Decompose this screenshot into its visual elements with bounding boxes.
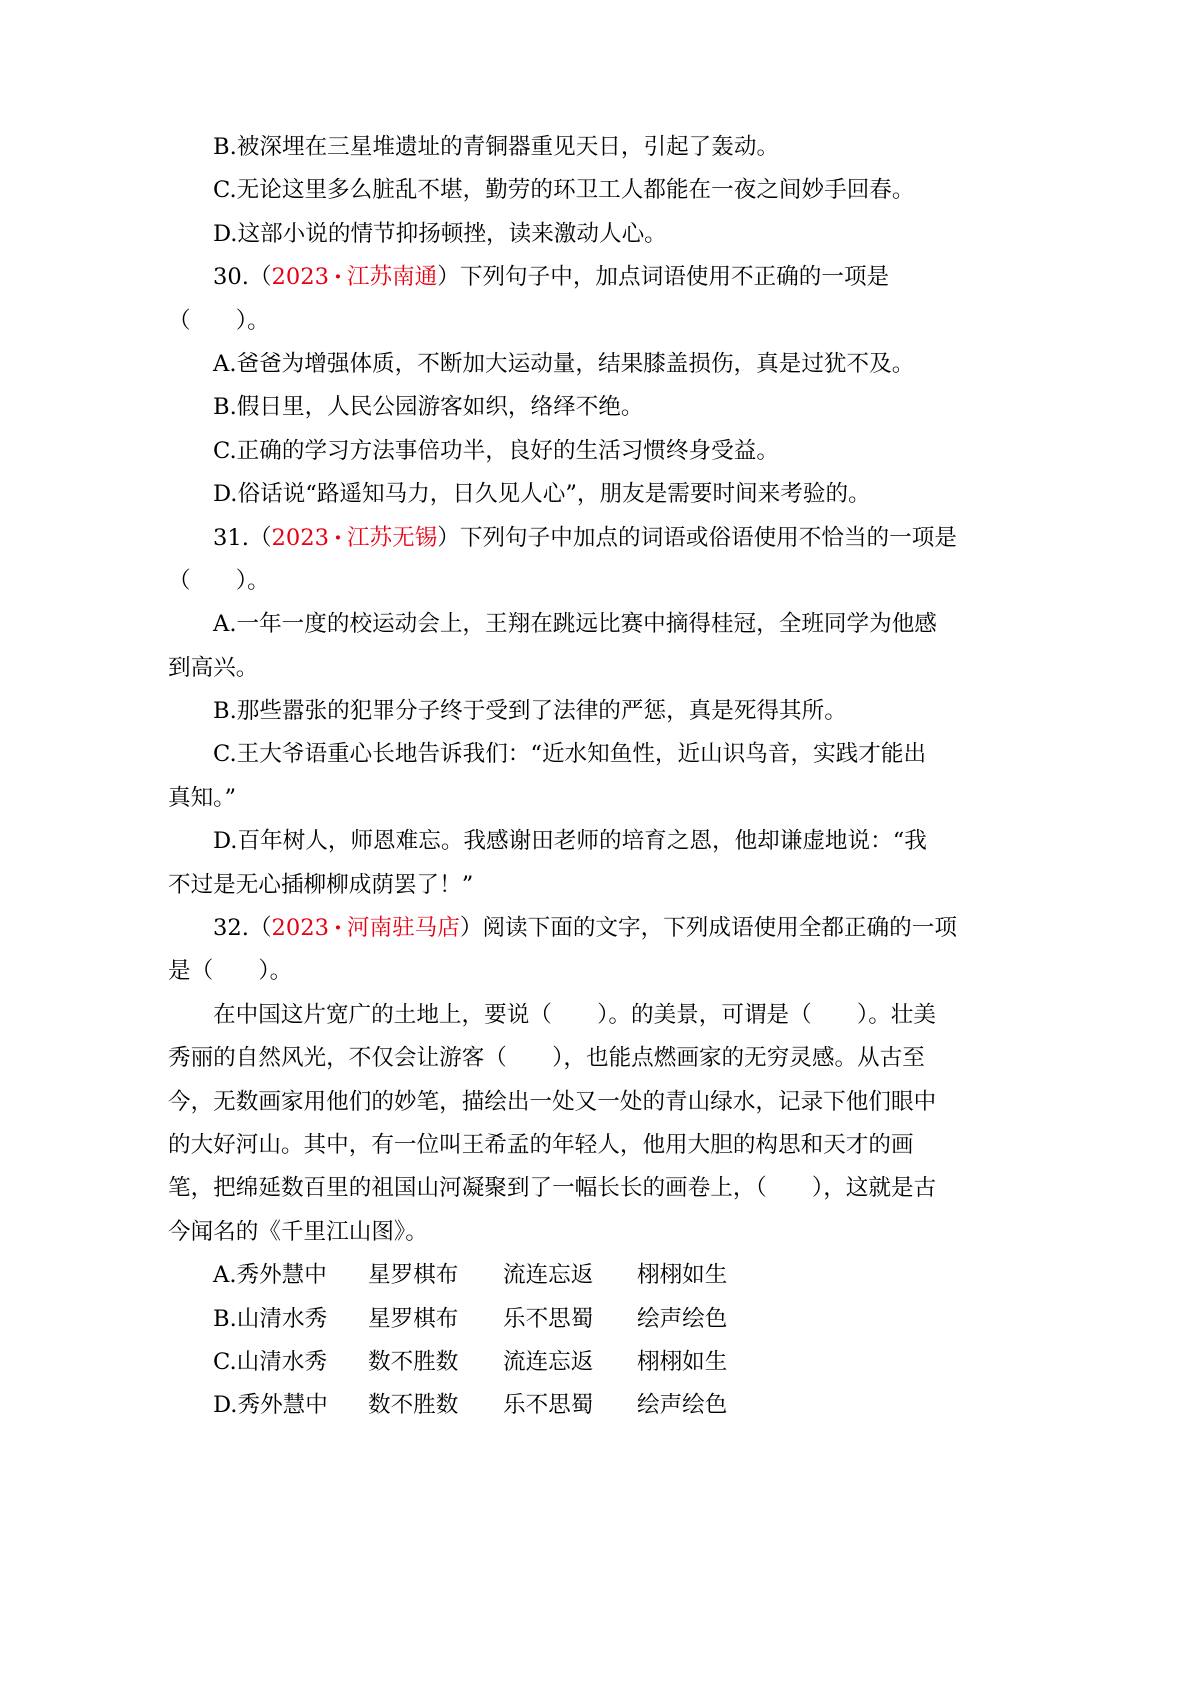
- option-text-continuation: 真知。”: [168, 784, 237, 811]
- option-word: 秀外慧中: [237, 1392, 328, 1419]
- option-d: [168, 1384, 1028, 1427]
- option-text: 假日里，人民公园游客如织，络绎不绝。: [236, 394, 644, 421]
- option-word: 流连忘返: [503, 1348, 594, 1375]
- source-year: 2023: [271, 915, 330, 942]
- source-close-paren: ）: [437, 264, 460, 291]
- option-c: [168, 733, 1028, 776]
- option-label: B.: [213, 698, 237, 725]
- option-label: B.: [213, 1305, 237, 1332]
- option-word: 山清水秀: [236, 1348, 328, 1375]
- option-text: 无论这里多么脏乱不堪，勤劳的环卫工人都能在一夜之间妙手回春。: [236, 177, 915, 204]
- option-label: D.: [213, 1392, 238, 1419]
- source-open-paren: （: [248, 524, 272, 551]
- option-word: 乐不思蜀: [503, 1392, 594, 1419]
- question-30-header: [168, 256, 1028, 299]
- option-label: C.: [213, 741, 237, 768]
- option-text: 这部小说的情节抑扬顿挫，读来激动人心。: [237, 220, 667, 247]
- option-d: [168, 820, 1028, 863]
- option-word: 山清水秀: [236, 1305, 328, 1332]
- option-b: [168, 126, 1028, 169]
- source-year: 2023: [271, 524, 330, 551]
- document-page: [168, 126, 1028, 1428]
- option-first-cell: [213, 1384, 368, 1427]
- option-label: A.: [213, 1262, 237, 1289]
- source-close-paren: ）: [459, 915, 483, 942]
- option-text: 王大爷语重心长地告诉我们：“近水知鱼性，近山识鸟音，实践才能出: [236, 741, 927, 768]
- option-label: C.: [213, 437, 237, 464]
- option-c: [168, 430, 1028, 473]
- option-text: 正确的学习方法事倍功半，良好的生活习惯终身受益。: [236, 437, 779, 464]
- option-text: 俗话说“路遥知马力，日久见人心”，朋友是需要时间来考验的。: [237, 481, 871, 508]
- question-number: 32.: [213, 915, 249, 942]
- question-number: 30.: [213, 264, 249, 291]
- source-open-paren: （: [248, 915, 272, 942]
- option-text-continuation: 不过是无心插柳柳成荫罢了！”: [168, 871, 474, 898]
- option-d: [168, 473, 1028, 516]
- option-a: [168, 343, 1028, 386]
- option-word: 星罗棋布: [368, 1305, 459, 1332]
- option-label: C.: [213, 177, 237, 204]
- option-text: 那些嚣张的犯罪分子终于受到了法律的严惩，真是死得其所。: [236, 698, 847, 725]
- question-stem-continuation: （ ）。: [168, 567, 270, 594]
- option-word: 绘声绘色: [637, 1305, 728, 1332]
- source-separator: ·: [334, 524, 342, 551]
- source-place: 河南驻马店: [346, 915, 460, 942]
- option-word: 数不胜数: [368, 1348, 459, 1375]
- option-text-continuation: 到高兴。: [168, 654, 259, 681]
- option-label: A.: [213, 611, 237, 638]
- option-label: D.: [213, 828, 238, 855]
- question-stem: 下列句子中加点的词语或俗语使用不恰当的一项是: [459, 524, 957, 551]
- option-text: 百年树人，师恩难忘。我感谢田老师的培育之恩，他却谦虚地说：“我: [237, 828, 927, 855]
- source-year: 2023: [271, 264, 330, 291]
- option-text: 爸爸为增强体质，不断加大运动量，结果膝盖损伤，真是过犹不及。: [236, 350, 915, 377]
- passage-line: 的大好河山。其中，有一位叫王希孟的年轻人，他用大胆的构思和天才的画: [168, 1131, 914, 1158]
- source-open-paren: （: [248, 264, 272, 291]
- option-word: 乐不思蜀: [503, 1305, 594, 1332]
- option-word: 秀外慧中: [236, 1262, 327, 1289]
- question-stem-continuation: （ ）。: [168, 307, 270, 334]
- option-a: [168, 1254, 1028, 1297]
- passage-line: 笔，把绵延数百里的祖国山河凝聚到了一幅长长的画卷上，（ ），这就是古: [168, 1175, 937, 1202]
- question-stem: 下列句子中，加点词语使用不正确的一项是: [459, 264, 890, 291]
- passage-line: 秀丽的自然风光，不仅会让游客（ ），也能点燃画家的无穷灵感。从古至: [168, 1045, 925, 1072]
- option-label: D.: [213, 481, 238, 508]
- passage-line: 在中国这片宽广的土地上，要说（ ）。的美景，可谓是（ ）。壮美: [213, 1001, 936, 1028]
- option-d: [168, 213, 1028, 256]
- option-c: [168, 169, 1028, 212]
- question-31-header: [168, 517, 1028, 560]
- option-word: 栩栩如生: [637, 1262, 728, 1289]
- question-stem-continuation: 是（ ）。: [168, 958, 293, 985]
- option-text: 一年一度的校运动会上，王翔在跳远比赛中摘得桂冠，全班同学为他感: [236, 611, 937, 638]
- question-number: 31.: [213, 524, 249, 551]
- option-first-cell: [213, 1341, 368, 1384]
- option-b: [168, 1298, 1028, 1341]
- option-word: 流连忘返: [503, 1262, 594, 1289]
- option-first-cell: [213, 1254, 368, 1297]
- option-a: [168, 603, 1028, 646]
- option-word: 数不胜数: [368, 1392, 459, 1419]
- passage-line: 今闻名的《千里江山图》。: [168, 1218, 428, 1245]
- source-separator: ·: [334, 915, 342, 942]
- option-word: 绘声绘色: [637, 1392, 728, 1419]
- option-label: A.: [213, 350, 237, 377]
- option-label: B.: [213, 134, 237, 160]
- option-c: [168, 1341, 1028, 1384]
- option-text: 被深埋在三星堆遗址的青铜器重见天日，引起了轰动。: [236, 134, 780, 160]
- passage-line: 今，无数画家用他们的妙笔，描绘出一处又一处的青山绿水，记录下他们眼中: [168, 1088, 937, 1115]
- option-b: [168, 386, 1028, 429]
- source-close-paren: ）: [437, 524, 460, 551]
- option-word: 栩栩如生: [637, 1348, 728, 1375]
- source-place: 江苏南通: [346, 264, 438, 291]
- source-separator: ·: [334, 264, 342, 291]
- source-place: 江苏无锡: [346, 524, 438, 551]
- option-b: [168, 690, 1028, 733]
- question-32-header: [168, 907, 1028, 950]
- option-first-cell: [213, 1298, 368, 1341]
- option-label: C.: [213, 1348, 237, 1375]
- option-word: 星罗棋布: [368, 1262, 459, 1289]
- question-stem: 阅读下面的文字，下列成语使用全都正确的一项: [482, 915, 957, 942]
- option-label: D.: [213, 220, 238, 247]
- option-label: B.: [213, 394, 237, 421]
